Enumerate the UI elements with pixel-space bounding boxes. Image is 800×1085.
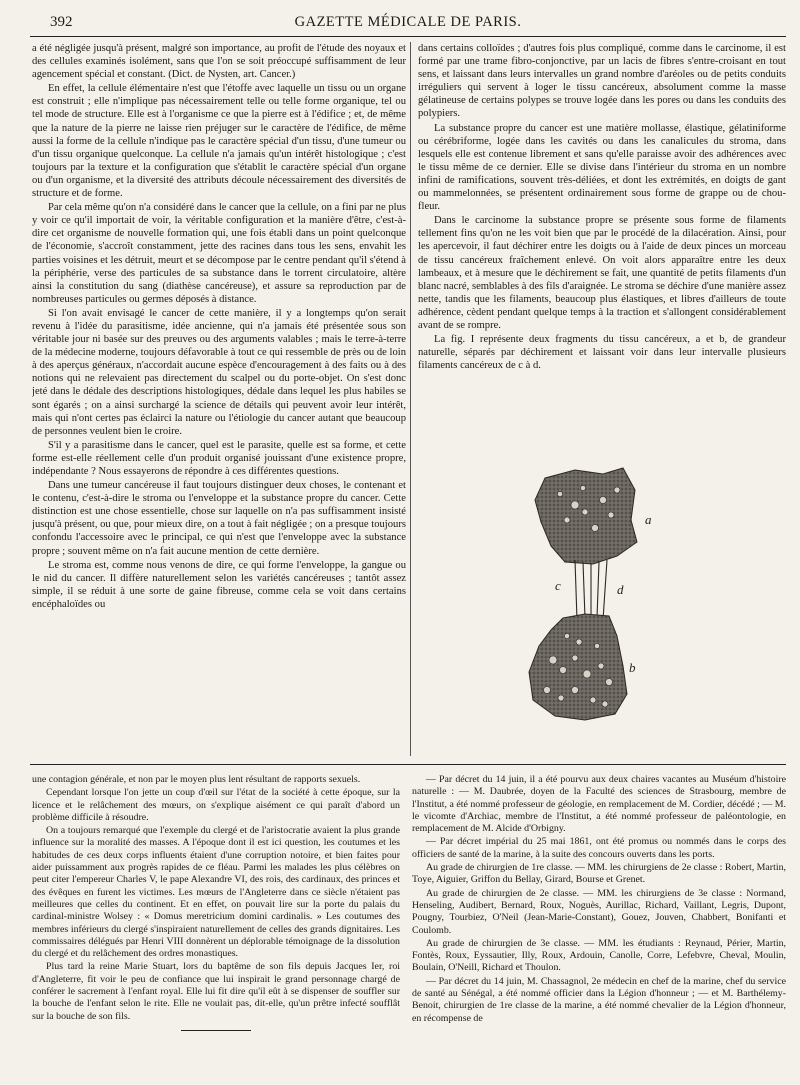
label-a: a [645, 512, 652, 527]
paragraph: On a toujours remarqué que l'exemple du clergé et de l'aristocratie avaient la plus grande influence sur la moralité des masses. A l'époque dont il est ici question, les coutumes et les habitudes de ces deux corps influents étaient d'une corruption notoire, et bien faites pour aider puissamment aux progrès rapides de ce fléau. Parmi les malades les plus célèbres on peut citer l'empereur Charles V, le pape Alexandre VI, des rois, des cardinaux, des princes et des évêques en furent les victimes. Les mœurs de l'Angleterre dans ce siècle n'étaient pas meilleures que celles du continent. Et en effet, on pouvait lire sur la porte du palais du cardinal-ministre Wolsey : « Domus meretricium domini cardinalis. » Les coutumes des membres inférieurs du clergé s'inspiraient naturellement de celles des grands dignitaires. Les commissaires délégués par Henri VIII donnèrent un déplorable témoignage de la dissolution du clergé et du relâchement des ordres monastiques. [32, 825, 400, 960]
article-left-column [32, 42, 406, 756]
paragraph: — Par décret du 14 juin, il a été pourvu aux deux chaires vacantes au Muséum d'histoire naturelle : — M. Daubrée, doyen de la Faculté des sciences de Strasbourg, membre de l'Institut, a été nommé professeur de géologie, en remplacement de M. Cordier, décédé ; — M. le vicomte d'Archiac, membre de l'Institut, a été nommé professeur de paléontologie, en remplacement de M. Alcide d'Orbigny. [412, 774, 786, 835]
paragraph: a été négligée jusqu'à présent, malgré son importance, au profit de l'étude des noyaux et des cellules examinés isolément, sans que l'on se soit préoccupé suffisamment de leur agencement spécial et constant. (Dict. de Nysten, art. Cancer.) [32, 43, 406, 81]
news-column [412, 774, 786, 1079]
paragraph: Au grade de chirurgien de 1re classe. — MM. les chirurgiens de 2e classe : Robert, Martin, Toye, Aiguier, Griffon du Bellay, Girard, Bourse et Grenet. [412, 862, 786, 886]
label-c: c [555, 578, 561, 593]
fragment-a [535, 468, 637, 564]
paragraph: En effet, la cellule élémentaire n'est que l'étoffe avec laquelle un tissu ou un organe est construit ; elle n'implique pas nécessairement telle ou telle forme organique, tel ou tel mode de structure. Elle est à l'organisme ce que la pierre est à l'édifice ; et, de même que la nature de la pierre ne laisse rien préjuger sur le caractère de l'édifice, de même aussi la forme de la cellule n'indique pas le caractère spécial d'un tissu, d'une tumeur ou d'un tissu organique quelconque. La cellule n'a jamais qu'un intérêt histologique ; c'est toujours par la texture et la configuration que s'établit le caractère spécial d'un organe ou d'un organisme, et la diversité des attributs découle nécessairement des diversités de structure et de forme. [32, 83, 406, 200]
paragraph: Au grade de chirurgien de 2e classe. — MM. les chirurgiens de 3e classe : Normand, Henseling, Audibert, Bernard, Roux, Noguès, Aurillac, Richard, Vaillant, Legris, Dupont, Pougny, Tourbiez, O'Neil (Jean-Marie-Constant), Gouez, Jouven, Chabbert, Bonifanti et Coulomb. [412, 887, 786, 936]
paragraph: S'il y a parasitisme dans le cancer, quel est le parasite, quelle est sa forme, et cette forme est-elle réellement celle d'un produit organisé jouissant d'une existence propre, indépendante ? Nous essayerons de répondre à ces différentes questions. [32, 439, 406, 477]
paragraph: Si l'on avait envisagé le cancer de cette manière, il y a longtemps qu'on serait revenu à l'idée du parasitisme, idée ancienne, qui n'a jamais été présentée sous son véritable jour ni basée sur des preuves ou des arguments valables ; mais le terre-à-terre de la médecine moderne, toujours défavorable à tout ce qui ressemble de près ou de loin à des aperçus généraux, n'accordait aucune espèce d'encouragement à des faits ou à des notions qui ne relevaient pas directement du scalpel ou du porte-objet. On s'est donc jeté dans le dédale des descriptions histologiques, dédale dans lequel les plus habiles se sont égarés ; on a ainsi surchargé la science de détails qui peuvent avoir leur intérêt, mais qui n'ont certes pas éclairci la nature ou l'étiologie du cancer autant que beaucoup de personnes veulent bien le croire. [32, 307, 406, 437]
page-header [30, 14, 786, 37]
section-divider [30, 764, 786, 765]
paragraph: dans certains colloïdes ; d'autres fois plus compliqué, comme dans le carcinome, il est formé par une trame fibro-conjonctive, par un lacis de fibres s'entre-croisant en tout sens, et laissant dans leurs intervalles un grand nombre d'aréoles ou de petits conduits irréguliers qui servent à loger le tissu cancéreux, absolument comme la masse gélatineuse de certains polypes se trouve logée dans les pores ou dans les conduits des polypiers. [418, 43, 786, 120]
feuilleton-left [32, 774, 400, 1074]
paragraph: — Par décret du 14 juin, M. Chassagnol, 2e médecin en chef de la marine, chef du service de santé au Sénégal, a été nommé officier dans la Légion d'honneur ; — et M. Barthélemy-Benoit, chirurgien de 1re classe de la marine, a été nommé chevalier de la Légion d'honneur, en récompense de [412, 975, 786, 1024]
paragraph: Plus tard la reine Marie Stuart, lors du baptême de son fils depuis Jacques Ier, roi d'Angleterre, fit voir le peu de confiance que lui inspirait le grand personnage chargé de conférer le sacrement à l'enfant royal. Elle lui fit dire qu'il eût à se dispenser de souffler sur la bouche de l'enfant selon le rite. Elle ne voulait pas, dit-elle, qu'un prêtre infecté soufflât sur la bouche de son fils. [32, 961, 400, 1022]
paragraph: Par cela même qu'on n'a considéré dans le cancer que la cellule, on a fini par ne plus y voir ce qu'il importait de voir, la véritable configuration et la manière d'être, c'est-à-dire cet organisme de nouvelle formation qui, une fois établi dans un point quelconque de l'économie, s'accroît constamment, jette des racines dans tous les sens, envahit les parties voisines et les détruit, meurt et se décompose par le centre pendant qu'il s'étend à la périphérie, verse des particules de sa substance dans le torrent circulatoire, altère ainsi la constitution du sang (diathèse cancéreuse), et assure sa reproduction par de nombreuses particules ou germes déposés à distance. [32, 202, 406, 305]
label-d: d [617, 582, 624, 597]
paragraph: Le stroma est, comme nous venons de dire, ce qui forme l'enveloppe, la gangue ou le nid du cancer. Il diffère naturellement selon les variétés cancéreuses ; tantôt assez simple, il se réduit à une sorte de gaine fibreuse, comme cela se voit dans certains encéphaloïdes ou [32, 559, 406, 610]
page-number: 392 [50, 14, 73, 30]
paragraph: La substance propre du cancer est une matière mollasse, élastique, gélatiniforme ou cérébriforme, logée dans les cavités ou dans les canalicules du stroma, dans lesquels elle est contenue librement et sans qu'elle paraisse avoir des adhérences avec le tissu même de ce dernier. Elle se divise dans l'intérieur du stroma en un nombre infini de ramifications, souvent très-déliées, et dont les extrémités, en doigts de gant ou mammelonnées, se présentent ordinairement sous forme de grappe ou de chou-fleur. [418, 122, 786, 213]
figure-cancer-tissue [505, 460, 665, 730]
paragraph: Au grade de chirurgien de 3e classe. — MM. les étudiants : Reynaud, Périer, Martin, Fontès, Roux, Eyssautier, Illy, Roux, Ardouin, Canolle, Corre, Lefebvre, Cheval, Moulin, Boulain, O'Neill, Richard et Thoulon. [412, 937, 786, 974]
column-divider [410, 42, 411, 756]
paragraph: Dans le carcinome la substance propre se présente sous forme de filaments tellement fins qu'on ne les voit bien que par le procédé de la dilacération. Ainsi, pour les apercevoir, il faut déchirer entre les doigts ou à l'aide de deux pinces un morceau de tissu cancéreux fraîchement enlevé. On voit alors apparaître entre les deux lambeaux, et à mesure que le déchirement se fait, une quantité de petits filaments d'un blanc nacré, semblables à des fils d'araignée. Le stroma se déchire d'une manière assez nette, tandis que les filaments, beaucoup plus élastiques, et libres d'ailleurs de toute adhérence, cèdent pendant quelque temps à la traction et s'allongent considérablement avant de se rompre. [418, 215, 786, 331]
running-title: GAZETTE MÉDICALE DE PARIS. [294, 14, 522, 30]
paragraph: une contagion générale, et non par le moyen plus lent résultant de rapports sexuels. [32, 774, 361, 785]
paragraph: Dans une tumeur cancéreuse il faut toujours distinguer deux choses, le contenant et le contenu, c'est-à-dire le stroma ou l'enveloppe et la substance propre du cancer. Cette distinction est une chose essentielle, chose sur laquelle on n'a pas suffisamment insisté jusqu'à présent, ou que, pour mieux dire, on a tout à fait négligée ; on a presque toujours confondu l'accessoire avec le principal, ce qui n'est que l'enveloppe avec la substance propre ; souvent même on n'a fait aucune mention de cette dernière. [32, 480, 406, 557]
tissue-illustration [505, 460, 665, 730]
paragraph: Cependant lorsque l'on jette un coup d'œil sur l'état de la société à cette époque, sur la licence et le relâchement des mœurs, on s'explique aisément ce qui paraît d'abord un problème difficile à résoudre. [32, 787, 400, 823]
end-rule [181, 1030, 251, 1032]
fragment-b [529, 614, 627, 720]
article-right-column [418, 42, 786, 434]
paragraph: — Par décret impérial du 25 mai 1861, ont été promus ou nommés dans le corps des officiers de santé de la marine, à la suite des concours ouverts dans les ports. [412, 836, 786, 860]
paragraph: La fig. I représente deux fragments du tissu cancéreux, a et b, de grandeur naturelle, séparés par déchirement et laissant voir dans leur intervalle plusieurs filaments cancéreux de c à d. [418, 334, 786, 372]
label-b: b [629, 660, 636, 675]
